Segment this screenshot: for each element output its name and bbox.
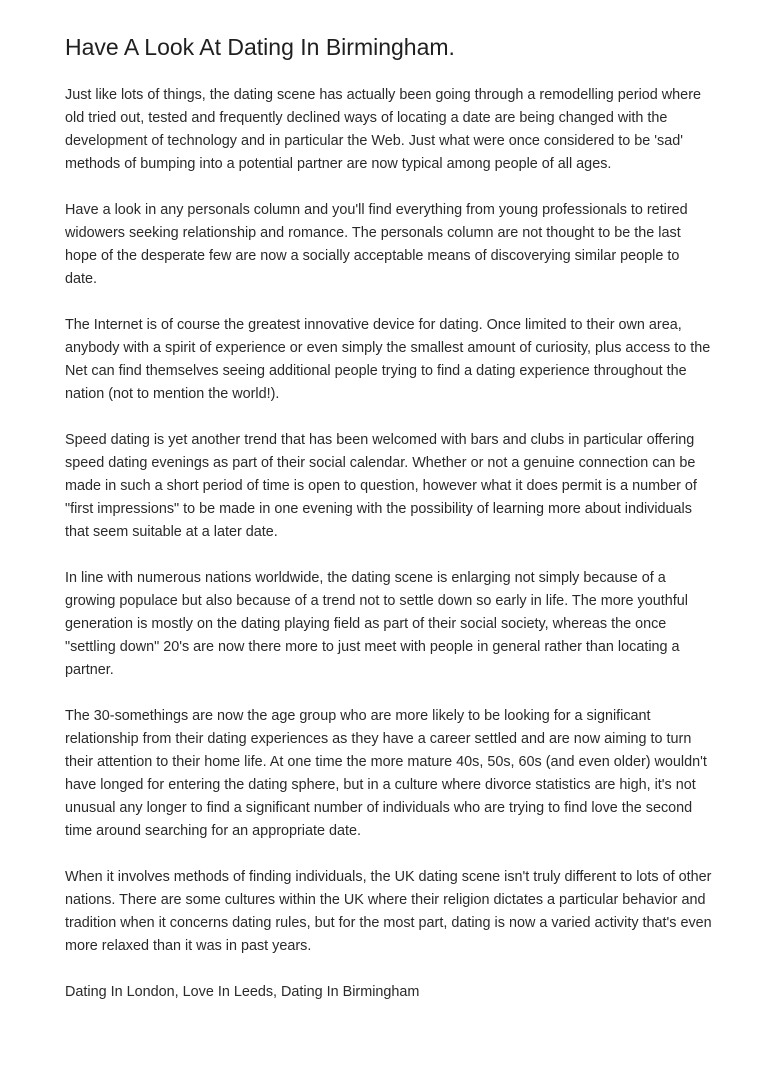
paragraph-5: In line with numerous nations worldwide, the dating scene is enlarging not simply because of a growing populace but also because of a trend not to settle down so early in life. The more youthful generation is mostly on the dating playing field as part of their social society, whereas the once "settling down" 20's are now there more to just meet with people in general rather than locating a partner. [65, 570, 688, 678]
paragraph-6: The 30-somethings are now the age group who are more likely to be looking for a significant relationship from their dating experiences as they have a career settled and are now aiming to turn their attention to their home life. At one time the more mature 40s, 50s, 60s (and even older) wouldn't have longed for entering the dating sphere, but in a culture where divorce statistics are high, it's not unusual any longer to find a significant number of individuals who are trying to find love the second time around searching for an appropriate date. [65, 708, 707, 839]
paragraph-4: Speed dating is yet another trend that has been welcomed with bars and clubs in particular offering speed dating evenings as part of their social calendar. Whether or not a genuine connection can be made in such a short period of time is open to question, however what it does permit is a number of "first impressions" to be made in one evening with the possibility of learning more about individuals that seem suitable at a later date. [65, 432, 697, 540]
page-title: Have A Look At Dating In Birmingham. [65, 34, 455, 60]
paragraph-2: Have a look in any personals column and you'll find everything from young professionals to retired widowers seeking relationship and romance. The personals column are not thought to be the last hope of the desperate few are now a socially acceptable means of discoverying similar people to date. [65, 202, 688, 287]
footer-links: Dating In London, Love In Leeds, Dating In Birmingham [65, 984, 420, 1000]
paragraph-3: The Internet is of course the greatest innovative device for dating. Once limited to their own area, anybody with a spirit of experience or even simply the smallest amount of curiosity, plus access to the Net can find themselves seeing additional people trying to find a dating experience throughout the nation (not to mention the world!). [65, 317, 711, 402]
paragraph-7: When it involves methods of finding individuals, the UK dating scene isn't truly different to lots of other nations. There are some cultures within the UK where their religion dictates a particular behavior and tradition when it concerns dating rules, but for the most part, dating is now a varied activity that's even more relaxed than it was in past years. [65, 869, 712, 954]
document-page [65, 30, 713, 1004]
paragraph-1: Just like lots of things, the dating scene has actually been going through a remodelling period where old tried out, tested and frequently declined ways of locating a date are being changed with the development of technology and in particular the Web. Just what were once considered to be 'sad' methods of bumping into a potential partner are now typical among people of all ages. [65, 87, 701, 172]
